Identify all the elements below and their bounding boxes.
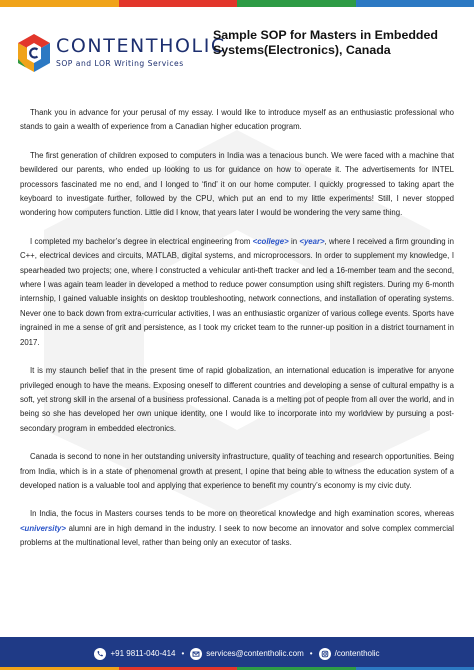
brand-name: CONTENTHOLIC: [56, 35, 226, 57]
year-placeholder: <year>: [299, 236, 325, 246]
contact-footer: [0, 637, 474, 670]
stripe-blue: [356, 0, 474, 7]
paragraph-6: [20, 507, 454, 550]
stripe-red: [119, 0, 238, 7]
email-address: services@contentholic.com: [206, 649, 304, 658]
paragraph-5: Canada is second to none in her outstanding university infrastructure, quality of teaching and research opportunities. Being from India, which is in a state of phenomenal growth at present, I opine that being able to witness the education system of a developed nation is a valuable tool and applying that experience to benefit my country’s economy is my civic duty.: [20, 452, 454, 490]
paragraph-3-part-a: I completed my bachelor’s degree in electrical engineering from: [30, 236, 253, 246]
footer-social[interactable]: [319, 648, 380, 660]
brand-tagline: SOP and LOR Writing Services: [56, 59, 184, 68]
instagram-icon: [319, 648, 331, 660]
document-header: [0, 7, 474, 83]
paragraph-1: Thank you in advance for your perusal of my essay. I would like to introduce myself as an enthusiastic professional who stands to gain a wealth of experience from a Canadian higher education program.: [20, 108, 454, 132]
paragraph-3-part-c: , where I received a firm grounding in C++, electrical devices and circuits, MATLAB, digital systems, and microprocessors. In order to supplement my knowledge, I spearheaded two projects; one, where I constructed a vehicular anti-theft tracker and led a 16-member team and the second, where I was again team leader in developed a method to reduce power consumption using shift registers. During my 6-month internship, I gained valuable insights on desktop troubleshooting, network connections, and installation of operating systems. Never one to back down from extra-curricular activities, I was an enthusiastic organizer of various college events. Sports have ingrained in me a sense of grit and persistence, as I took my cricket team to the runner-up position in a district tournament in 2017.: [20, 236, 454, 347]
top-color-stripe: [0, 0, 474, 7]
social-handle: /contentholic: [334, 649, 380, 658]
sop-body: [20, 106, 454, 565]
hexagon-cube-logo-icon: [16, 33, 52, 73]
paragraph-4: It is my staunch belief that in the present time of rapid globalization, an international education is imperative for anyone privileged enough to have the means. Exposing oneself to different countries and developing a sense of cultural empathy is a soft, yet strong skill in the arsenal of a business professional. Canada is a melting pot of people from all over the world, and in being so she has developed her own unique identity, one I would like to incorporate into my worldview by pursuing a post-secondary program in embedded electronics.: [20, 366, 454, 433]
paragraph-6-part-a: In India, the focus in Masters courses tends to be more on theoretical knowledge and high examination scores, whereas: [30, 509, 454, 519]
paragraph-3: [20, 235, 454, 350]
university-placeholder: <university>: [20, 523, 66, 533]
footer-phone[interactable]: [94, 648, 175, 660]
mail-icon: [190, 648, 202, 660]
phone-number: +91 9811-040-414: [110, 649, 176, 658]
stripe-orange: [0, 0, 119, 7]
footer-separator: •: [309, 649, 313, 658]
phone-icon: [94, 648, 106, 660]
college-placeholder: <college>: [252, 236, 289, 246]
footer-email[interactable]: [190, 648, 304, 660]
paragraph-2: The first generation of children exposed to computers in India was a tenacious bunch. We were faced with a machine that bewildered our parents, who ended up looking to us for guidance on how to operate it. The advertisements for INTEL processors fascinated me no end, and I longed to ‘find’ it on our home computer. I quickly progressed to taking apart the keyboard to investigate further, followed by the CPU, which put an end to my little experiments! Still, I never stopped wondering how computers function. Little did I know, that years later I would be wondering the very same thing.: [20, 150, 454, 218]
paragraph-6-part-b: alumni are in high demand in the industry. I seek to now become an innovator and solve complex commercial problems at the multinational level, rather than being only an executor of tasks.: [20, 523, 454, 548]
stripe-green: [237, 0, 356, 7]
brand-block: [56, 36, 226, 68]
document-title: Sample SOP for Masters in Embedded Systems(Electronics), Canada: [213, 28, 438, 57]
paragraph-3-part-b: in: [288, 236, 300, 246]
footer-separator: •: [181, 649, 185, 658]
